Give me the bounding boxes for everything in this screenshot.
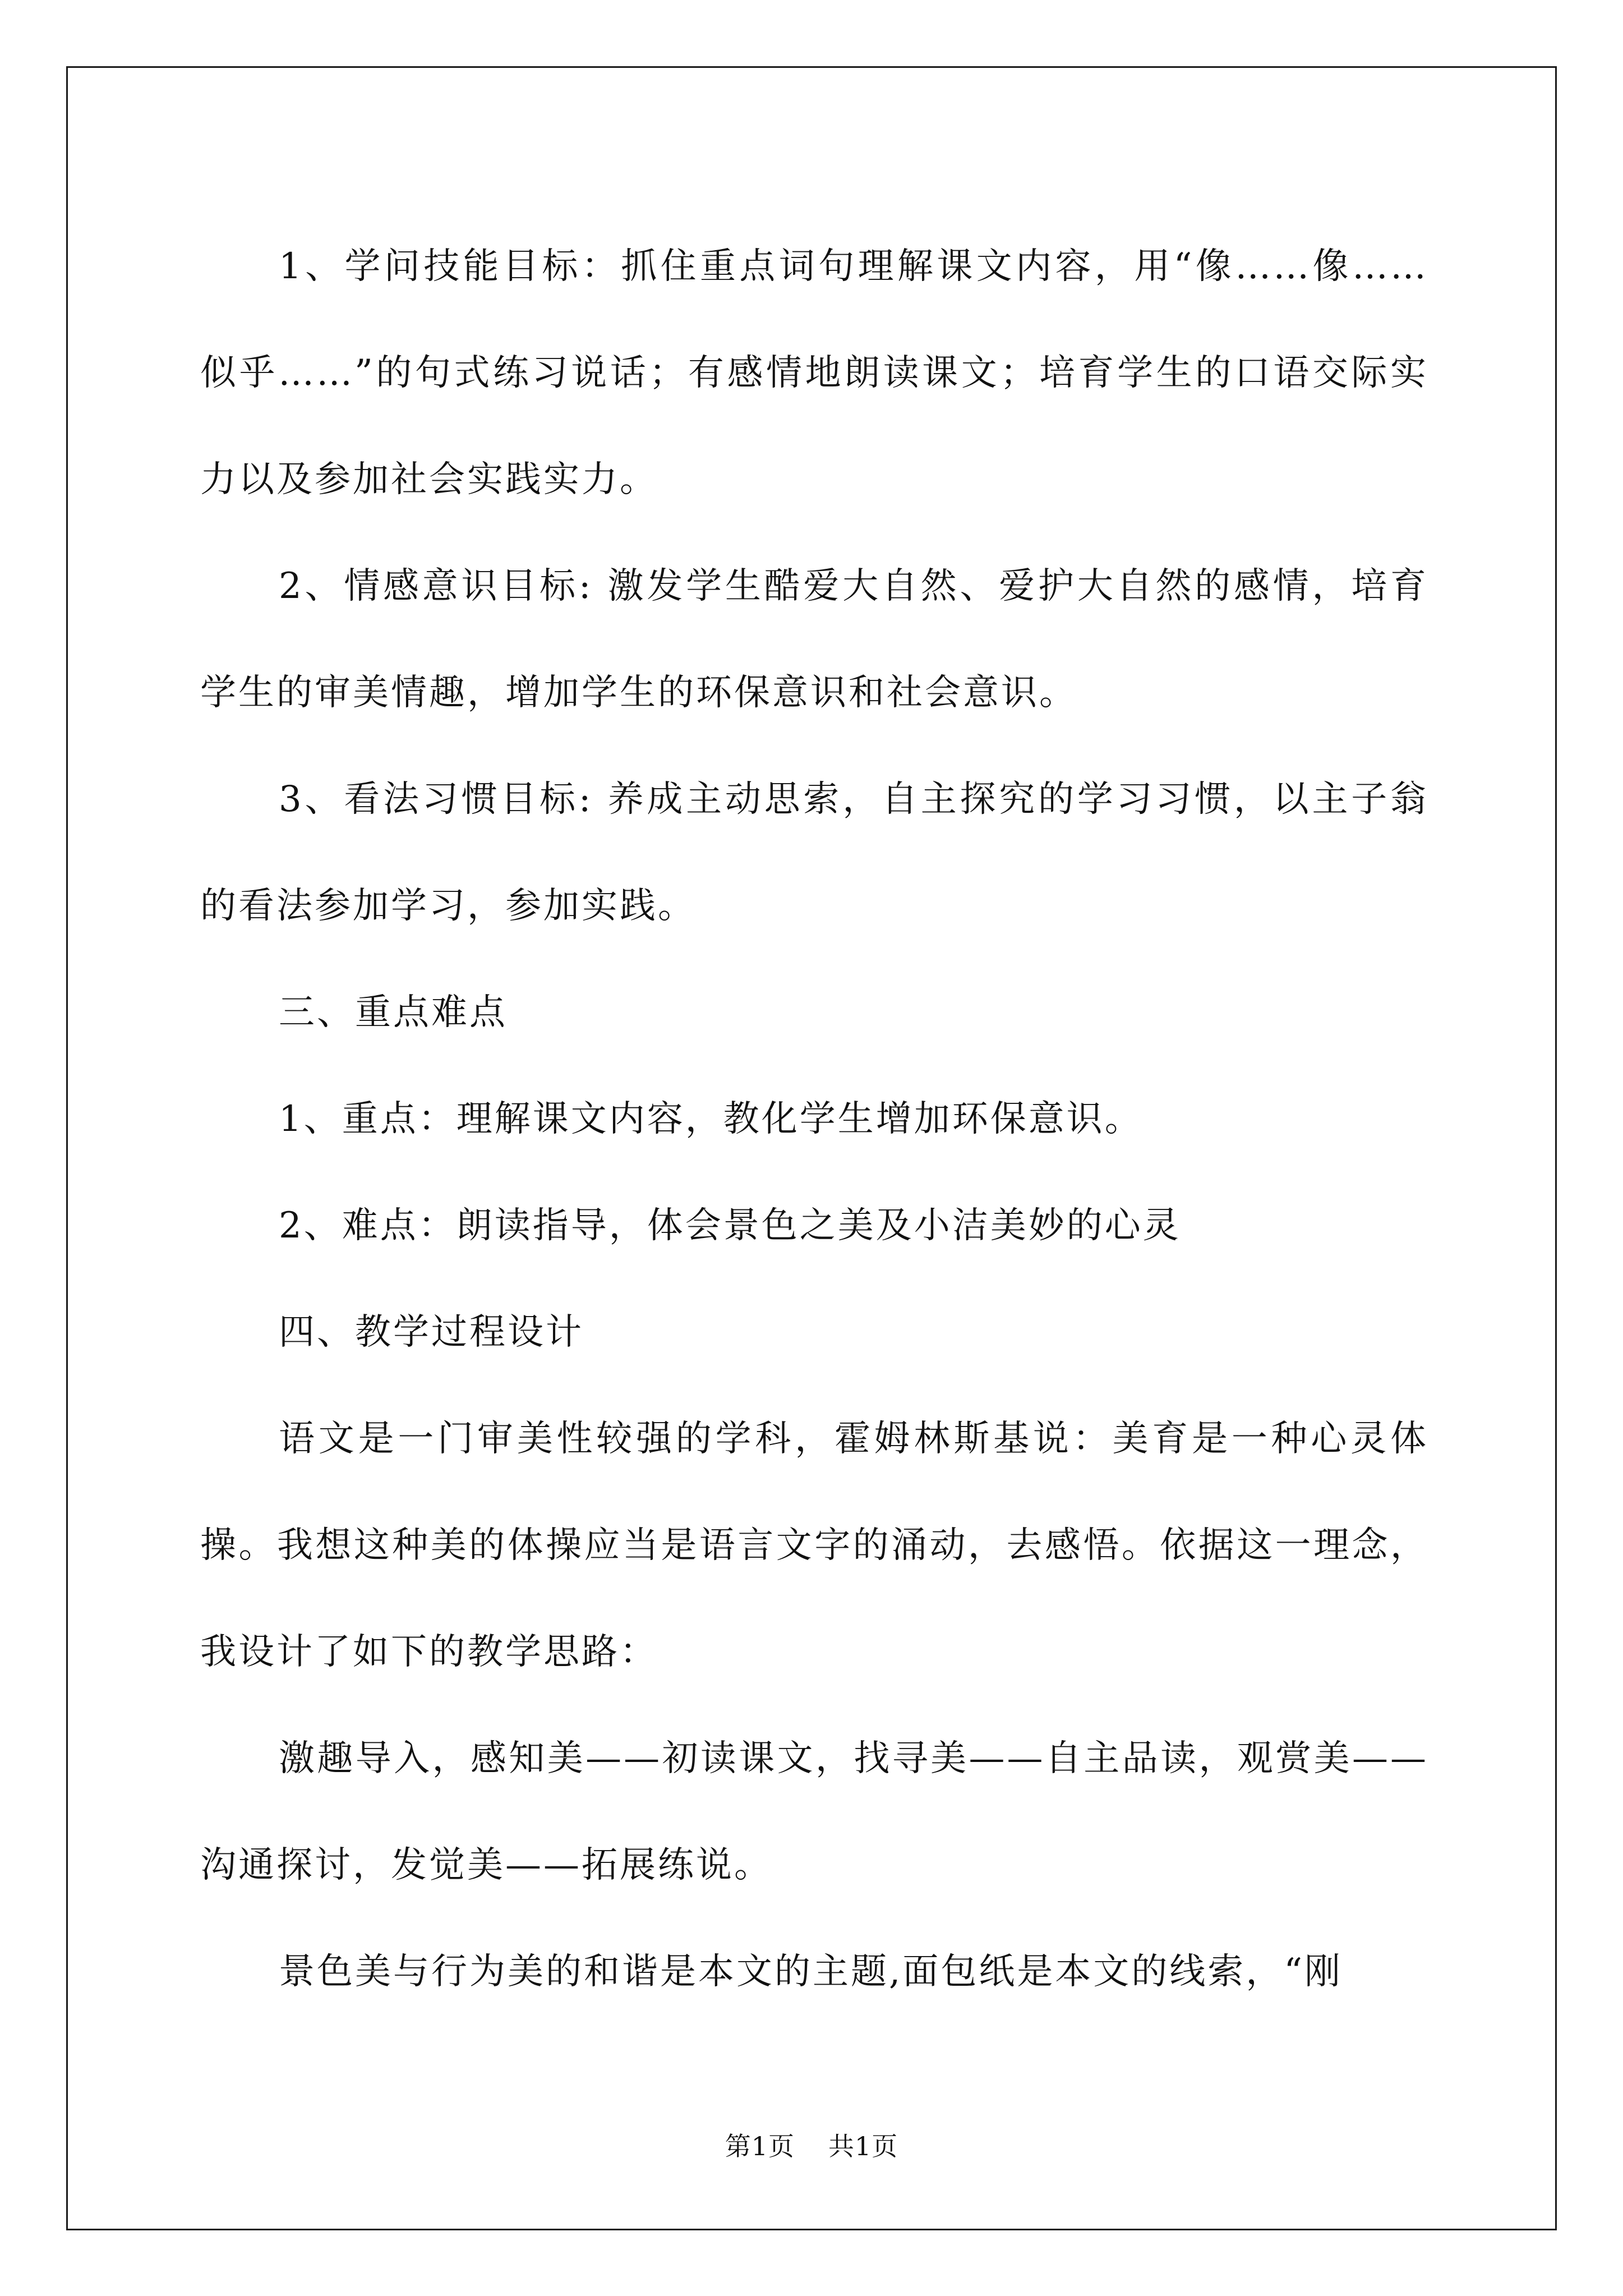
paragraph-teaching-approach: 激趣导入，感知美——初读课文，找寻美——自主品读，观赏美——沟通探讨，发觉美——拓展练说。 (200, 1738, 1428, 1886)
paragraph-theme: 景色美与行为美的和谐是本文的主题,面包纸是本文的线索，“刚 (279, 1951, 1343, 1993)
page-number: 第1页 (725, 2131, 795, 2161)
paragraph-difficulty: 2、难点：朗读指导，体会景色之美及小洁美妙的心灵 (279, 1205, 1181, 1246)
paragraph-aesthetics: 语文是一门审美性较强的学科，霍姆林斯基说：美育是一种心灵体操。我想这种美的体操应当是语言文字的涌动，去感悟。依据这一理念，我设计了如下的教学思路： (200, 1418, 1428, 1673)
section-heading-key-points: 三、重点难点 (279, 992, 508, 1033)
paragraph-attitude-goal: 3、看法习惯目标: 养成主动思索，自主探究的学习习惯，以主子翁的看法参加学习，参加实践。 (200, 779, 1428, 927)
paragraph-emotion-goal: 2、情感意识目标: 激发学生酷爱大自然、爱护大自然的感情，培育学生的审美情趣，增加学生的环保意识和社会意识。 (200, 565, 1428, 714)
document-body (200, 213, 1428, 2025)
paragraph-key-point: 1、重点：理解课文内容，教化学生增加环保意识。 (279, 1098, 1143, 1140)
section-heading-teaching-process: 四、教学过程设计 (279, 1312, 584, 1353)
page-footer (0, 2126, 1623, 2163)
page-total: 共1页 (828, 2131, 898, 2161)
paragraph-knowledge-goal: 1、学问技能目标：抓住重点词句理解课文内容，用“像……像……似乎……”的句式练习说话；有感情地朗读课文；培育学生的口语交际实力以及参加社会实践实力。 (200, 246, 1428, 500)
